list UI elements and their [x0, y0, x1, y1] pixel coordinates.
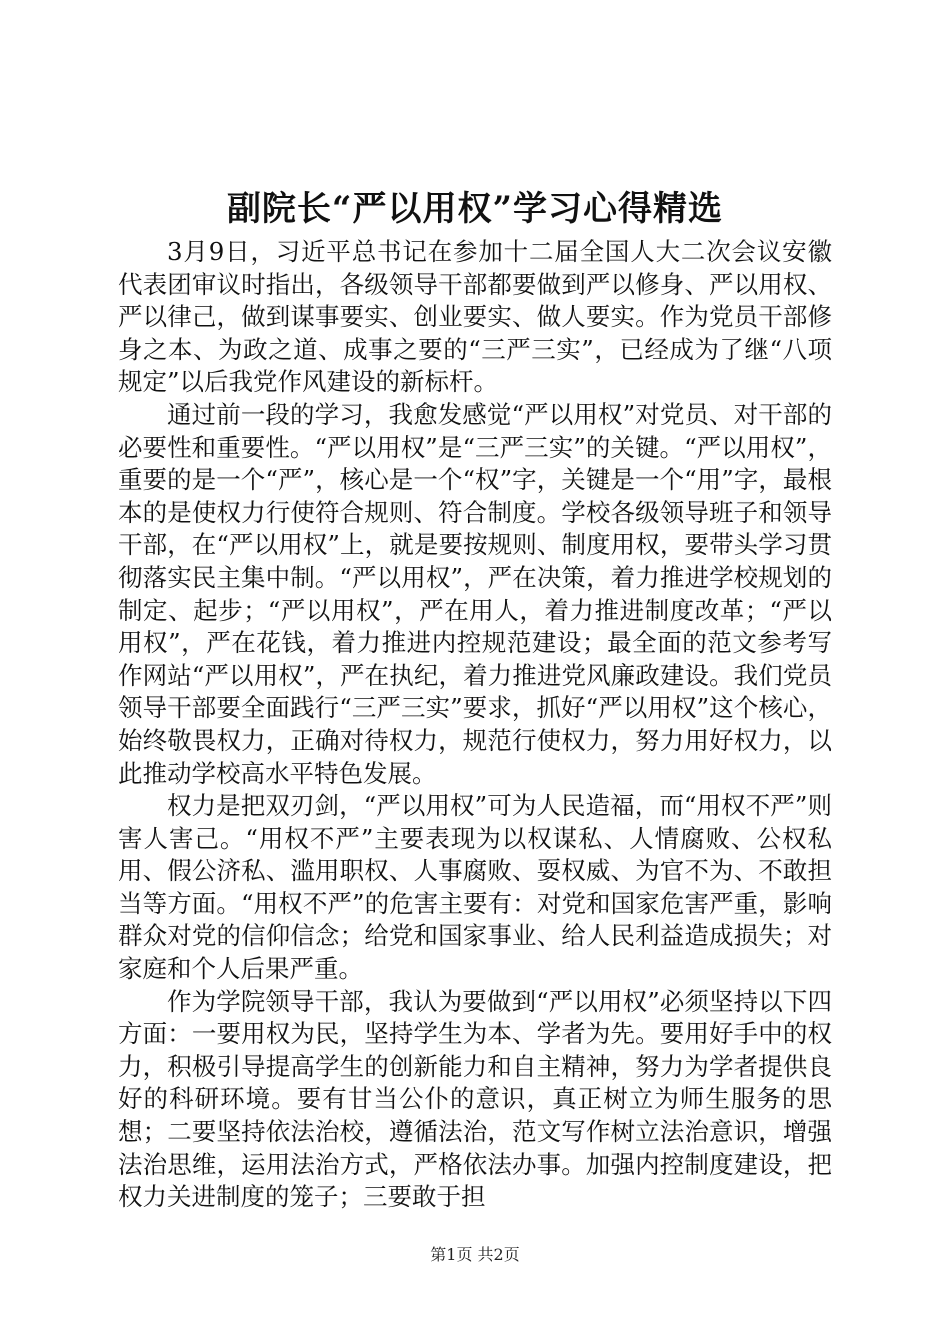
page-number-footer: 第1页 共2页: [430, 1245, 520, 1264]
paragraph-2: 通过前一段的学习，我愈发感觉“严以用权”对党员、对干部的必要性和重要性。“严以用权”是“三严三实”的关键。“严以用权”，重要的是一个“严”，核心是一个“权”字，关键是一个“用”字，最根本的是使权力行使符合规则、符合制度。学校各级领导班子和领导干部，在“严以用权”上，就是要按规则、制度用权，要带头学习贯彻落实民主集中制。“严以用权”，严在决策，着力推进学校规划的制定、起步；“严以用权”，严在用人，着力推进制度改革；“严以用权”，严在花钱，着力推进内控规范建设；最全面的范文参考写作网站“严以用权”，严在执纪，着力推进党风廉政建设。我们党员领导干部要全面践行“三严三实”要求，抓好“严以用权”这个核心，始终敬畏权力，正确对待权力，规范行使权力，努力用好权力，以此推动学校高水平特色发展。: [118, 399, 832, 788]
document-body: [118, 236, 832, 1214]
paragraph-1: 3月9日，习近平总书记在参加十二届全国人大二次会议安徽代表团审议时指出，各级领导干部都要做到严以修身、严以用权、严以律己，做到谋事要实、创业要实、做人要实。作为党员干部修身之本、为政之道、成事之要的“三严三实”，已经成为了继“八项规定”以后我党作风建设的新标杆。: [118, 237, 832, 397]
paragraph-4: 作为学院领导干部，我认为要做到“严以用权”必须坚持以下四方面：一要用权为民，坚持学生为本、学者为先。要用好手中的权力，积极引导提高学生的创新能力和自主精神，努力为学者提供良好的科研环境。要有甘当公仆的意识，真正树立为师生服务的思想；二要坚持依法治校，遵循法治，范文写作树立法治意识，增强法治思维，运用法治方式，严格依法办事。加强内控制度建设，把权力关进制度的笼子；三要敢于担: [118, 986, 832, 1212]
document-title: 副院长“严以用权”学习心得精选: [226, 189, 724, 229]
paragraph-3: 权力是把双刃剑，“严以用权”可为人民造福，而“用权不严”则害人害己。“用权不严”主要表现为以权谋私、人情腐败、公权私用、假公济私、滥用职权、人事腐败、耍权威、为官不为、不敢担当等方面。“用权不严”的危害主要有：对党和国家危害严重，影响群众对党的信仰信念；给党和国家事业、给人民利益造成损失；对家庭和个人后果严重。: [118, 791, 832, 984]
